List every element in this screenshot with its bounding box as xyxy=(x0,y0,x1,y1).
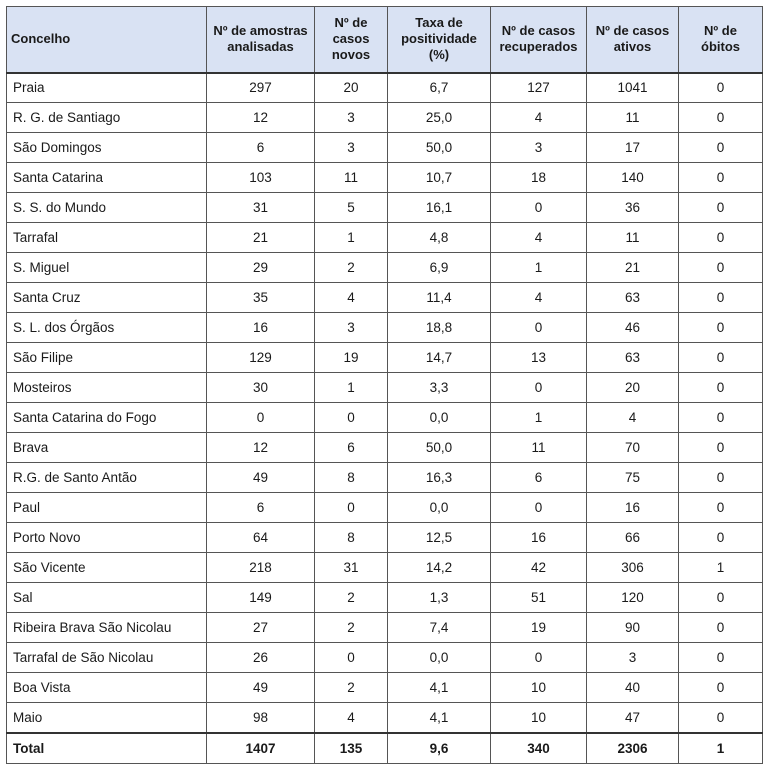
table-row xyxy=(7,493,763,523)
cell-obitos: 0 xyxy=(679,613,763,643)
cell-concelho: Maio xyxy=(7,703,207,733)
cell-obitos: 0 xyxy=(679,463,763,493)
cell-obitos: 0 xyxy=(679,133,763,163)
cell-amostras: 129 xyxy=(207,343,315,373)
cell-casos-novos: 1 xyxy=(315,223,388,253)
cell-amostras: 103 xyxy=(207,163,315,193)
cell-taxa-positividade: 3,3 xyxy=(388,373,491,403)
table-row xyxy=(7,193,763,223)
cell-taxa-positividade: 11,4 xyxy=(388,283,491,313)
cell-obitos: 0 xyxy=(679,643,763,673)
cell-casos-novos: 2 xyxy=(315,673,388,703)
cell-casos-novos: 4 xyxy=(315,283,388,313)
cell-casos-ativos: 63 xyxy=(587,283,679,313)
cell-obitos: 0 xyxy=(679,403,763,433)
cell-concelho: São Vicente xyxy=(7,553,207,583)
cell-concelho: Tarrafal xyxy=(7,223,207,253)
cell-casos-novos: 4 xyxy=(315,703,388,733)
cell-casos-novos: 0 xyxy=(315,643,388,673)
cell-casos-recuperados: 0 xyxy=(491,643,587,673)
table-header xyxy=(7,7,763,73)
cell-obitos: 0 xyxy=(679,523,763,553)
cell-casos-novos: 2 xyxy=(315,583,388,613)
cell-casos-ativos: 140 xyxy=(587,163,679,193)
cell-concelho: Praia xyxy=(7,73,207,103)
cell-casos-ativos: 17 xyxy=(587,133,679,163)
cell-concelho: Tarrafal de São Nicolau xyxy=(7,643,207,673)
cell-casos-ativos: 3 xyxy=(587,643,679,673)
table-row xyxy=(7,73,763,103)
cell-amostras: 12 xyxy=(207,103,315,133)
table-row xyxy=(7,583,763,613)
cell-amostras: 26 xyxy=(207,643,315,673)
cell-obitos: 0 xyxy=(679,703,763,733)
total-obitos: 1 xyxy=(679,733,763,764)
cell-taxa-positividade: 14,7 xyxy=(388,343,491,373)
cell-casos-ativos: 75 xyxy=(587,463,679,493)
cell-obitos: 0 xyxy=(679,583,763,613)
total-label: Total xyxy=(7,733,207,764)
cell-obitos: 0 xyxy=(679,673,763,703)
cell-taxa-positividade: 0,0 xyxy=(388,403,491,433)
table-row xyxy=(7,223,763,253)
cell-concelho: São Domingos xyxy=(7,133,207,163)
cell-casos-ativos: 46 xyxy=(587,313,679,343)
cell-obitos: 0 xyxy=(679,313,763,343)
cell-obitos: 0 xyxy=(679,493,763,523)
cell-obitos: 0 xyxy=(679,253,763,283)
cell-casos-novos: 0 xyxy=(315,493,388,523)
table-row xyxy=(7,643,763,673)
cell-concelho: Boa Vista xyxy=(7,673,207,703)
cell-concelho: S. Miguel xyxy=(7,253,207,283)
cell-casos-recuperados: 6 xyxy=(491,463,587,493)
cell-casos-novos: 8 xyxy=(315,523,388,553)
cell-casos-ativos: 11 xyxy=(587,223,679,253)
cell-casos-ativos: 63 xyxy=(587,343,679,373)
table-row xyxy=(7,343,763,373)
header-casos-recuperados: Nº de casos recuperados xyxy=(491,7,587,73)
cell-concelho: São Filipe xyxy=(7,343,207,373)
cell-casos-ativos: 36 xyxy=(587,193,679,223)
total-amostras: 1407 xyxy=(207,733,315,764)
table-row xyxy=(7,523,763,553)
header-obitos: Nº de óbitos xyxy=(679,7,763,73)
table-row xyxy=(7,403,763,433)
header-casos-novos: Nº de casos novos xyxy=(315,7,388,73)
cell-amostras: 149 xyxy=(207,583,315,613)
cell-concelho: Santa Catarina do Fogo xyxy=(7,403,207,433)
cell-amostras: 49 xyxy=(207,673,315,703)
cell-casos-recuperados: 127 xyxy=(491,73,587,103)
cell-obitos: 0 xyxy=(679,163,763,193)
cell-casos-novos: 3 xyxy=(315,103,388,133)
cell-casos-novos: 3 xyxy=(315,133,388,163)
cell-casos-novos: 5 xyxy=(315,193,388,223)
total-taxa-positividade: 9,6 xyxy=(388,733,491,764)
cell-casos-ativos: 47 xyxy=(587,703,679,733)
cell-taxa-positividade: 6,9 xyxy=(388,253,491,283)
cell-taxa-positividade: 18,8 xyxy=(388,313,491,343)
table-row xyxy=(7,613,763,643)
cell-amostras: 49 xyxy=(207,463,315,493)
cell-obitos: 0 xyxy=(679,193,763,223)
covid-cases-table xyxy=(6,6,763,764)
cell-amostras: 12 xyxy=(207,433,315,463)
cell-obitos: 0 xyxy=(679,103,763,133)
cell-taxa-positividade: 4,1 xyxy=(388,703,491,733)
cell-amostras: 30 xyxy=(207,373,315,403)
cell-taxa-positividade: 1,3 xyxy=(388,583,491,613)
cell-casos-recuperados: 10 xyxy=(491,673,587,703)
cell-casos-novos: 2 xyxy=(315,613,388,643)
cell-taxa-positividade: 6,7 xyxy=(388,73,491,103)
cell-casos-novos: 8 xyxy=(315,463,388,493)
cell-casos-recuperados: 0 xyxy=(491,193,587,223)
header-taxa-positividade: Taxa de positividade (%) xyxy=(388,7,491,73)
cell-concelho: Brava xyxy=(7,433,207,463)
cell-casos-ativos: 4 xyxy=(587,403,679,433)
header-concelho: Concelho xyxy=(7,7,207,73)
cell-casos-recuperados: 51 xyxy=(491,583,587,613)
table-row xyxy=(7,553,763,583)
cell-obitos: 0 xyxy=(679,223,763,253)
header-casos-ativos: Nº de casos ativos xyxy=(587,7,679,73)
cell-casos-recuperados: 16 xyxy=(491,523,587,553)
cell-casos-recuperados: 0 xyxy=(491,313,587,343)
cell-casos-recuperados: 13 xyxy=(491,343,587,373)
cell-taxa-positividade: 0,0 xyxy=(388,643,491,673)
cell-casos-recuperados: 1 xyxy=(491,253,587,283)
cell-concelho: Paul xyxy=(7,493,207,523)
cell-amostras: 218 xyxy=(207,553,315,583)
cell-amostras: 0 xyxy=(207,403,315,433)
cell-casos-ativos: 16 xyxy=(587,493,679,523)
cell-taxa-positividade: 25,0 xyxy=(388,103,491,133)
table-row xyxy=(7,133,763,163)
cell-casos-recuperados: 18 xyxy=(491,163,587,193)
total-row xyxy=(7,733,763,764)
cell-casos-ativos: 11 xyxy=(587,103,679,133)
cell-taxa-positividade: 0,0 xyxy=(388,493,491,523)
cell-casos-ativos: 306 xyxy=(587,553,679,583)
cell-concelho: Ribeira Brava São Nicolau xyxy=(7,613,207,643)
cell-taxa-positividade: 50,0 xyxy=(388,133,491,163)
cell-taxa-positividade: 12,5 xyxy=(388,523,491,553)
cell-casos-novos: 6 xyxy=(315,433,388,463)
table-row xyxy=(7,463,763,493)
cell-obitos: 1 xyxy=(679,553,763,583)
cell-casos-recuperados: 0 xyxy=(491,493,587,523)
table-footer xyxy=(7,733,763,764)
cell-casos-ativos: 20 xyxy=(587,373,679,403)
cell-amostras: 27 xyxy=(207,613,315,643)
header-row xyxy=(7,7,763,73)
cell-obitos: 0 xyxy=(679,433,763,463)
cell-concelho: Sal xyxy=(7,583,207,613)
cell-taxa-positividade: 4,1 xyxy=(388,673,491,703)
table-row xyxy=(7,373,763,403)
cell-concelho: Santa Catarina xyxy=(7,163,207,193)
cell-casos-recuperados: 4 xyxy=(491,283,587,313)
cell-casos-ativos: 1041 xyxy=(587,73,679,103)
cell-casos-novos: 1 xyxy=(315,373,388,403)
cell-taxa-positividade: 16,1 xyxy=(388,193,491,223)
cell-amostras: 31 xyxy=(207,193,315,223)
cell-casos-recuperados: 4 xyxy=(491,103,587,133)
table-row xyxy=(7,283,763,313)
cell-amostras: 64 xyxy=(207,523,315,553)
cell-casos-novos: 3 xyxy=(315,313,388,343)
table-row xyxy=(7,703,763,733)
cell-casos-ativos: 70 xyxy=(587,433,679,463)
table-row xyxy=(7,673,763,703)
cell-casos-ativos: 66 xyxy=(587,523,679,553)
cell-concelho: R. G. de Santiago xyxy=(7,103,207,133)
table-row xyxy=(7,433,763,463)
cell-casos-recuperados: 0 xyxy=(491,373,587,403)
cell-casos-recuperados: 10 xyxy=(491,703,587,733)
header-amostras: Nº de amostras analisadas xyxy=(207,7,315,73)
table-body xyxy=(7,73,763,733)
table-row xyxy=(7,253,763,283)
cell-concelho: R.G. de Santo Antão xyxy=(7,463,207,493)
cell-casos-recuperados: 19 xyxy=(491,613,587,643)
cell-casos-novos: 11 xyxy=(315,163,388,193)
cell-casos-novos: 31 xyxy=(315,553,388,583)
table-row xyxy=(7,103,763,133)
cell-taxa-positividade: 14,2 xyxy=(388,553,491,583)
cell-taxa-positividade: 7,4 xyxy=(388,613,491,643)
table-container xyxy=(6,6,763,764)
cell-concelho: S. S. do Mundo xyxy=(7,193,207,223)
cell-obitos: 0 xyxy=(679,373,763,403)
cell-amostras: 21 xyxy=(207,223,315,253)
cell-casos-recuperados: 11 xyxy=(491,433,587,463)
cell-casos-novos: 2 xyxy=(315,253,388,283)
cell-obitos: 0 xyxy=(679,283,763,313)
cell-amostras: 6 xyxy=(207,133,315,163)
cell-amostras: 297 xyxy=(207,73,315,103)
cell-concelho: S. L. dos Órgãos xyxy=(7,313,207,343)
cell-casos-novos: 19 xyxy=(315,343,388,373)
cell-casos-ativos: 21 xyxy=(587,253,679,283)
cell-casos-novos: 20 xyxy=(315,73,388,103)
cell-amostras: 29 xyxy=(207,253,315,283)
cell-casos-recuperados: 1 xyxy=(491,403,587,433)
cell-amostras: 16 xyxy=(207,313,315,343)
cell-concelho: Santa Cruz xyxy=(7,283,207,313)
cell-casos-ativos: 90 xyxy=(587,613,679,643)
table-row xyxy=(7,313,763,343)
cell-obitos: 0 xyxy=(679,73,763,103)
cell-taxa-positividade: 4,8 xyxy=(388,223,491,253)
cell-casos-ativos: 40 xyxy=(587,673,679,703)
cell-amostras: 6 xyxy=(207,493,315,523)
cell-casos-recuperados: 3 xyxy=(491,133,587,163)
cell-casos-recuperados: 42 xyxy=(491,553,587,583)
cell-taxa-positividade: 50,0 xyxy=(388,433,491,463)
cell-taxa-positividade: 10,7 xyxy=(388,163,491,193)
cell-casos-recuperados: 4 xyxy=(491,223,587,253)
cell-amostras: 98 xyxy=(207,703,315,733)
cell-taxa-positividade: 16,3 xyxy=(388,463,491,493)
cell-casos-novos: 0 xyxy=(315,403,388,433)
total-casos-novos: 135 xyxy=(315,733,388,764)
table-row xyxy=(7,163,763,193)
cell-obitos: 0 xyxy=(679,343,763,373)
total-casos-recuperados: 340 xyxy=(491,733,587,764)
cell-amostras: 35 xyxy=(207,283,315,313)
cell-concelho: Mosteiros xyxy=(7,373,207,403)
total-casos-ativos: 2306 xyxy=(587,733,679,764)
cell-casos-ativos: 120 xyxy=(587,583,679,613)
cell-concelho: Porto Novo xyxy=(7,523,207,553)
